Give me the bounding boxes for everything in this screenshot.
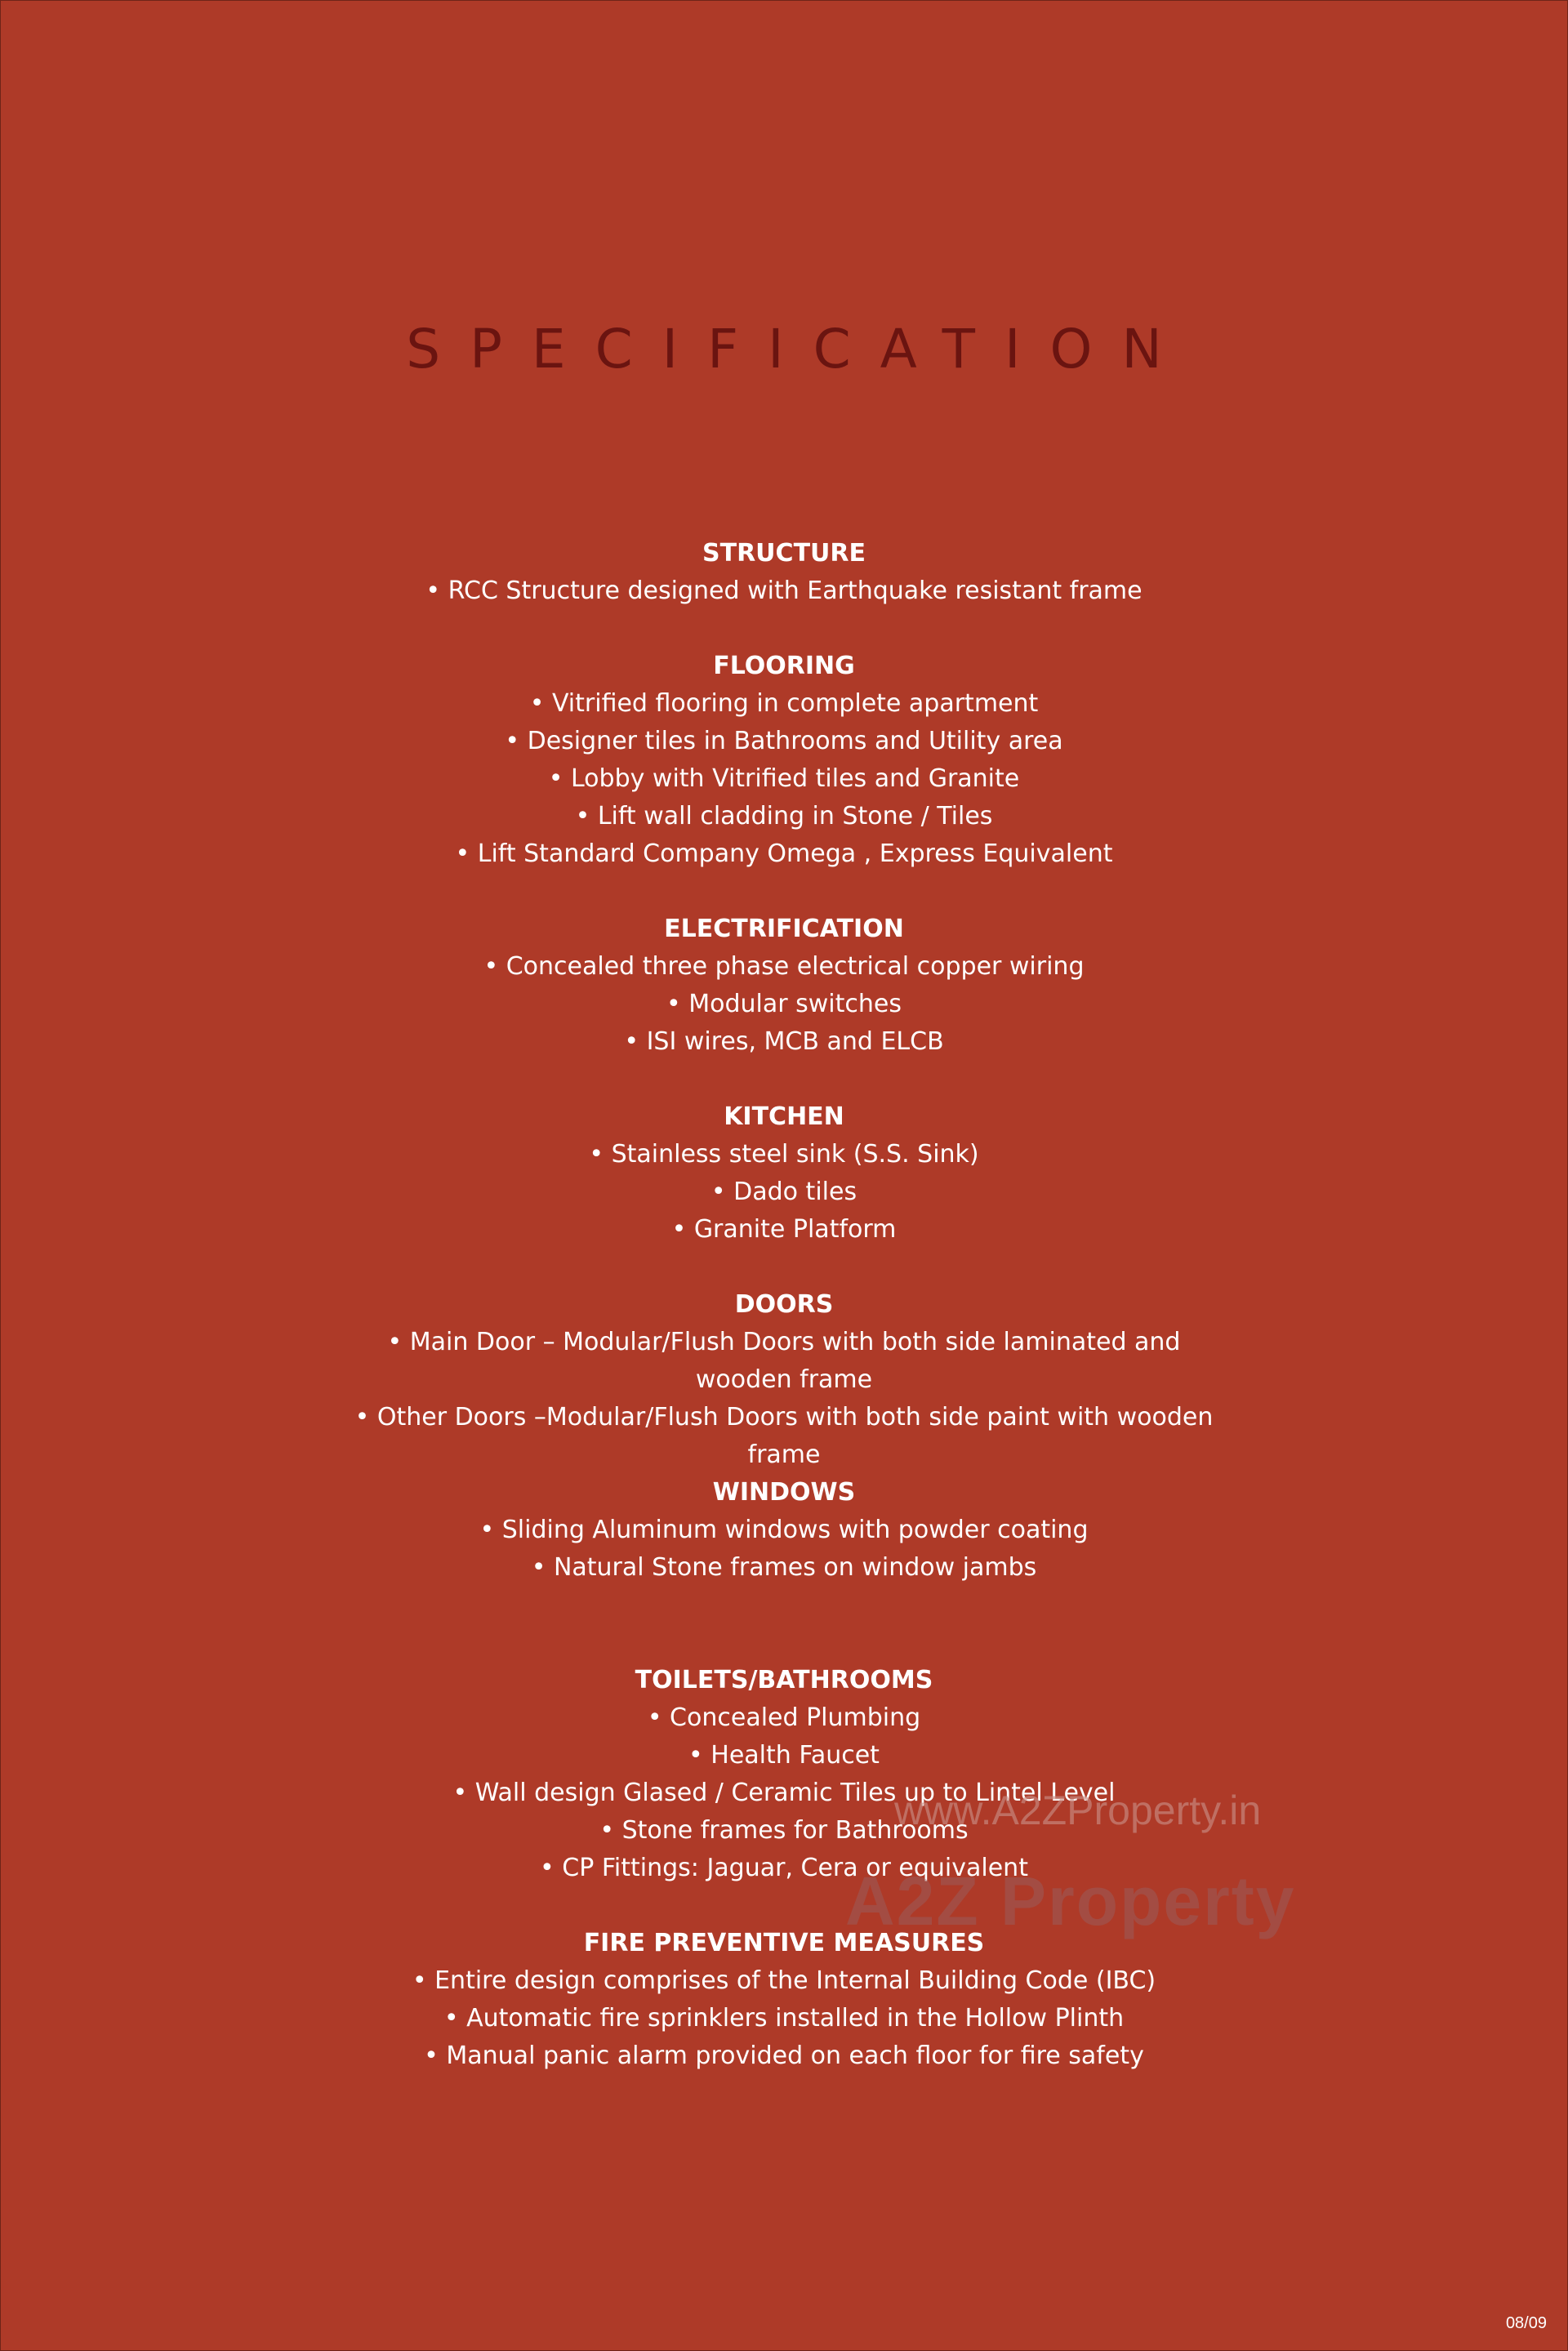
list-item: • Entire design comprises of the Internal Building Code (IBC) (0, 1962, 1568, 2000)
list-item: • Vitrified flooring in complete apartment (0, 685, 1568, 723)
section-heading: FLOORING (713, 652, 855, 680)
list-item: • Stone frames for Bathrooms (0, 1812, 1568, 1850)
list-item: • Main Door – Modular/Flush Doors with both side laminated and wooden frame (0, 1324, 1568, 1399)
section-heading: WINDOWS (712, 1478, 856, 1507)
list-item: • Manual panic alarm provided on each floor for fire safety (0, 2037, 1568, 2075)
page-number: 08/09 (1505, 2314, 1547, 2332)
list-item: • Designer tiles in Bathrooms and Utility area (0, 723, 1568, 760)
section-doors (0, 1286, 1568, 1474)
list-item: • Concealed three phase electrical copper wiring (0, 948, 1568, 986)
list-item: • Health Faucet (0, 1737, 1568, 1774)
list-item: • Natural Stone frames on window jambs (0, 1549, 1568, 1587)
page-title: SPECIFICATION (406, 318, 1192, 381)
list-item: • Dado tiles (0, 1173, 1568, 1211)
watermark-logo: A2Z Property (845, 1863, 1296, 1939)
list-item: • Wall design Glased / Ceramic Tiles up to Lintel Level (0, 1774, 1568, 1812)
section-fire-preventive-measures (0, 1925, 1568, 2075)
list-item: • Lift wall cladding in Stone / Tiles (0, 798, 1568, 835)
list-item: • Stainless steel sink (S.S. Sink) (0, 1136, 1568, 1173)
list-item: • Granite Platform (0, 1211, 1568, 1249)
list-item: • CP Fittings: Jaguar, Cera or equivalent (0, 1850, 1568, 1887)
section-heading: DOORS (734, 1290, 834, 1319)
list-item: • Other Doors –Modular/Flush Doors with both side paint with wooden frame (0, 1399, 1568, 1474)
section-heading: STRUCTURE (702, 539, 866, 568)
section-electrification (0, 911, 1568, 1061)
specification-list (0, 535, 1568, 2075)
list-item: • Automatic fire sprinklers installed in the Hollow Plinth (0, 2000, 1568, 2037)
section-flooring (0, 648, 1568, 873)
section-heading: FIRE PREVENTIVE MEASURES (583, 1929, 985, 1957)
list-item: • Lobby with Vitrified tiles and Granite (0, 760, 1568, 798)
section-heading: ELECTRIFICATION (664, 915, 904, 943)
section-windows (0, 1474, 1568, 1587)
section-toilets-bathrooms (0, 1662, 1568, 1887)
list-item: • Lift Standard Company Omega , Express Equivalent (0, 835, 1568, 873)
list-item: • RCC Structure designed with Earthquake resistant frame (0, 572, 1568, 610)
list-item: • Modular switches (0, 986, 1568, 1023)
list-item: • Concealed Plumbing (0, 1699, 1568, 1737)
section-heading: KITCHEN (724, 1102, 844, 1131)
section-heading: TOILETS/BATHROOMS (635, 1666, 933, 1694)
list-item: • Sliding Aluminum windows with powder coating (0, 1512, 1568, 1549)
section-structure (0, 535, 1568, 610)
section-kitchen (0, 1098, 1568, 1249)
watermark-url: www.A2ZProperty.in (894, 1788, 1262, 1833)
list-item: • ISI wires, MCB and ELCB (0, 1023, 1568, 1061)
